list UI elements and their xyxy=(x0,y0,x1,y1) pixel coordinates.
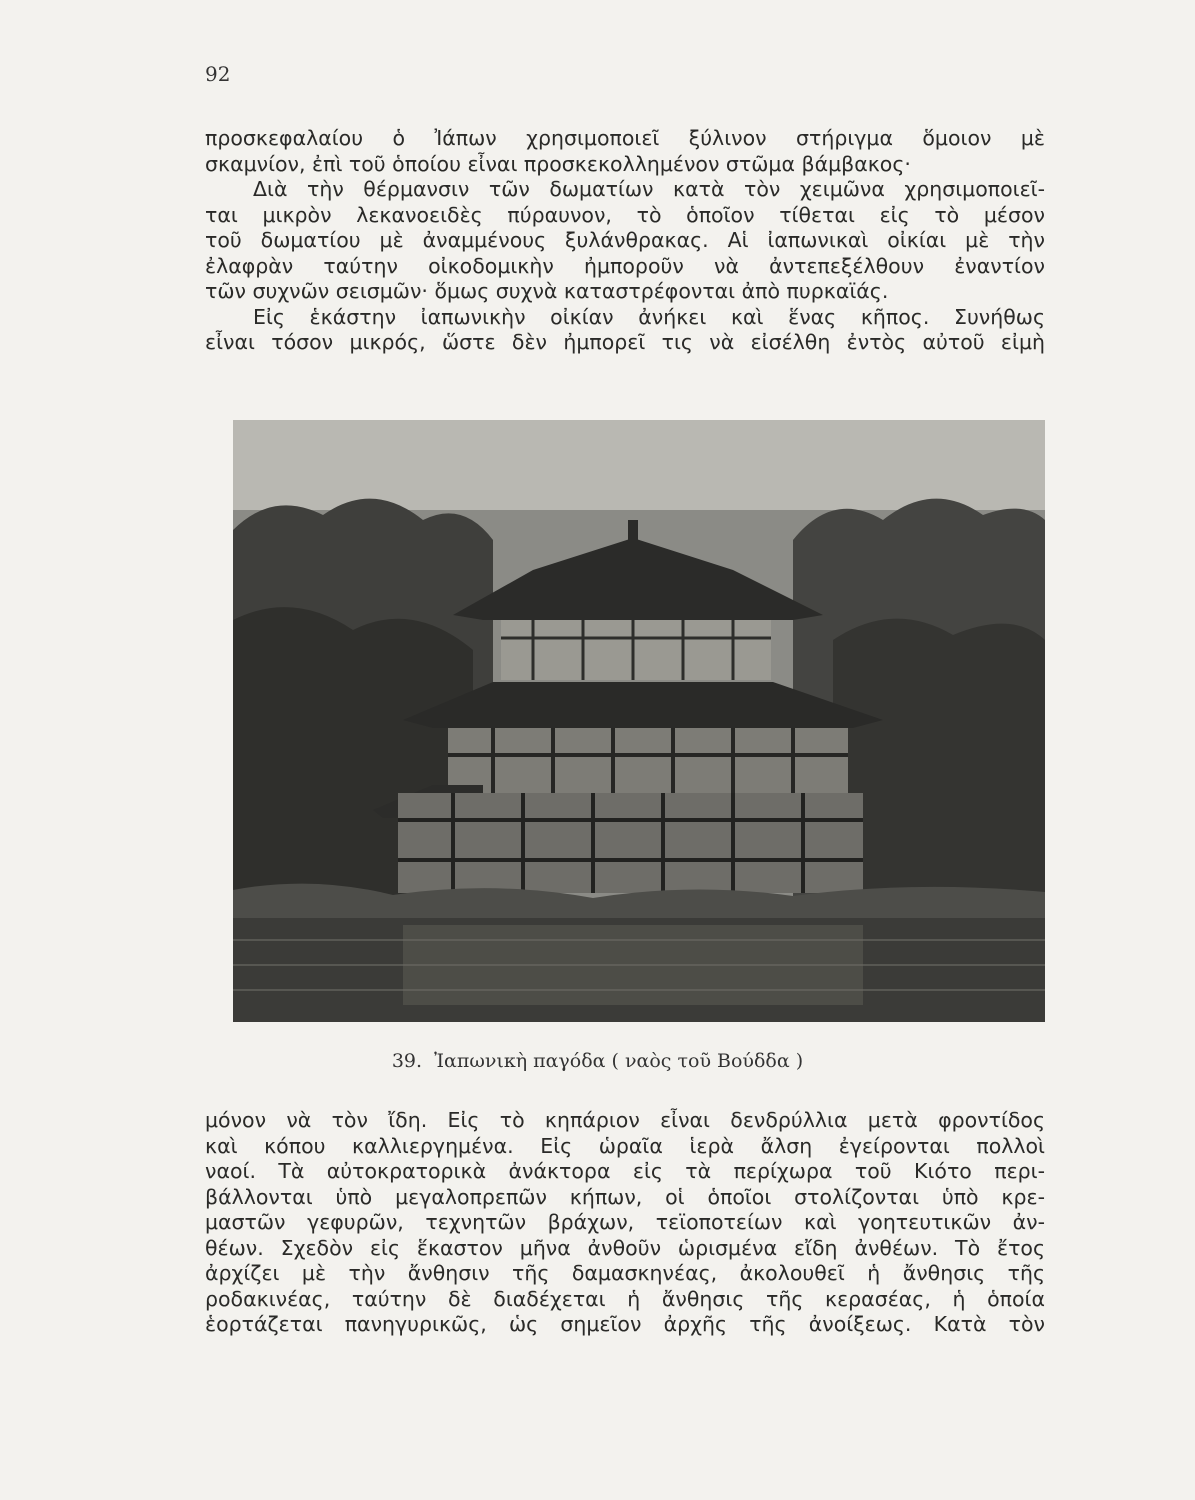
figure-caption-text: Ἰαπωνικὴ παγόδα ( ναὸς τοῦ Βούδδα ) xyxy=(434,1050,804,1072)
pagoda-illustration xyxy=(233,420,1045,1022)
bottom-paragraph xyxy=(205,1108,1045,1338)
text-line: θέων. Σχεδὸν εἰς ἕκαστον μῆνα ἀνθοῦν ὡρισμένα εἴδη ἀνθέων. Τὸ ἔτος xyxy=(205,1235,1045,1260)
pagoda-photo xyxy=(233,420,1045,1022)
top-paragraph xyxy=(205,126,1045,356)
page-number: 92 xyxy=(205,62,231,86)
figure-number: 39. xyxy=(391,1050,423,1072)
figure-caption xyxy=(0,1050,1195,1072)
text-line: ἐλαφρὰν ταύτην οἰκοδομικὴν ἠμποροῦν νὰ ἀντεπεξέλθουν ἐναντίον xyxy=(205,253,1045,278)
text-line: τῶν συχνῶν σεισμῶν· ὅμως συχνὰ καταστρέφονται ἀπὸ πυρκαϊάς. xyxy=(205,279,889,303)
text-line: Διὰ τὴν θέρμανσιν τῶν δωματίων κατὰ τὸν χειμῶνα χρησιμοποιεῖ- xyxy=(253,177,1045,201)
text-line: τοῦ δωματίου μὲ ἀναμμένους ξυλάνθρακας. Αἱ ἰαπωνικαὶ οἰκίαι μὲ τὴν xyxy=(205,228,1045,252)
text-line: ἀρχίζει μὲ τὴν ἄνθησιν τῆς δαμασκηνέας, ἀκολουθεῖ ἡ ἄνθησις τῆς xyxy=(205,1261,1045,1285)
text-line: Εἰς ἑκάστην ἰαπωνικὴν οἰκίαν ἀνήκει καὶ ἕνας κῆπος. Συνήθως xyxy=(253,304,1045,329)
text-line: καὶ κόπου καλλιεργημένα. Εἰς ὡραῖα ἱερὰ ἄλση ἐγείρονται πολλοὶ xyxy=(205,1133,1045,1158)
text-line: βάλλονται ὑπὸ μεγαλοπρεπῶν κήπων, οἱ ὁποῖοι στολίζονται ὑπὸ κρε- xyxy=(205,1184,1045,1209)
text-line: ροδακινέας, ταύτην δὲ διαδέχεται ἡ ἄνθησις τῆς κερασέας, ἡ ὁποία xyxy=(205,1286,1045,1311)
text-line: προσκεφαλαίου ὁ Ἰάπων χρησιμοποιεῖ ξύλινον στήριγμα ὅμοιον μὲ xyxy=(205,126,1045,150)
text-line: μαστῶν γεφυρῶν, τεχνητῶν βράχων, τεϊοποτείων καὶ γοητευτικῶν ἀν- xyxy=(205,1210,1045,1234)
text-line: ναοί. Τὰ αὐτοκρατορικὰ ἀνάκτορα εἰς τὰ περίχωρα τοῦ Κιότο περι- xyxy=(205,1159,1045,1183)
text-line: σκαμνίον, ἐπὶ τοῦ ὁποίου εἶναι προσκεκολλημένον στῶμα βάμβακος· xyxy=(205,151,911,176)
text-line: εἶναι τόσον μικρός, ὥστε δὲν ἠμπορεῖ τις νὰ εἰσέλθη ἐντὸς αὐτοῦ εἰμὴ xyxy=(205,330,1045,354)
text-line: ἑορτάζεται πανηγυρικῶς, ὡς σημεῖον ἀρχῆς τῆς ἀνοίξεως. Κατὰ τὸν xyxy=(205,1312,1045,1336)
text-line: ται μικρὸν λεκανοειδὲς πύραυνον, τὸ ὁποῖον τίθεται εἰς τὸ μέσον xyxy=(205,202,1045,227)
text-line: μόνον νὰ τὸν ἴδη. Εἰς τὸ κηπάριον εἶναι δενδρύλλια μετὰ φροντίδος xyxy=(205,1108,1045,1132)
